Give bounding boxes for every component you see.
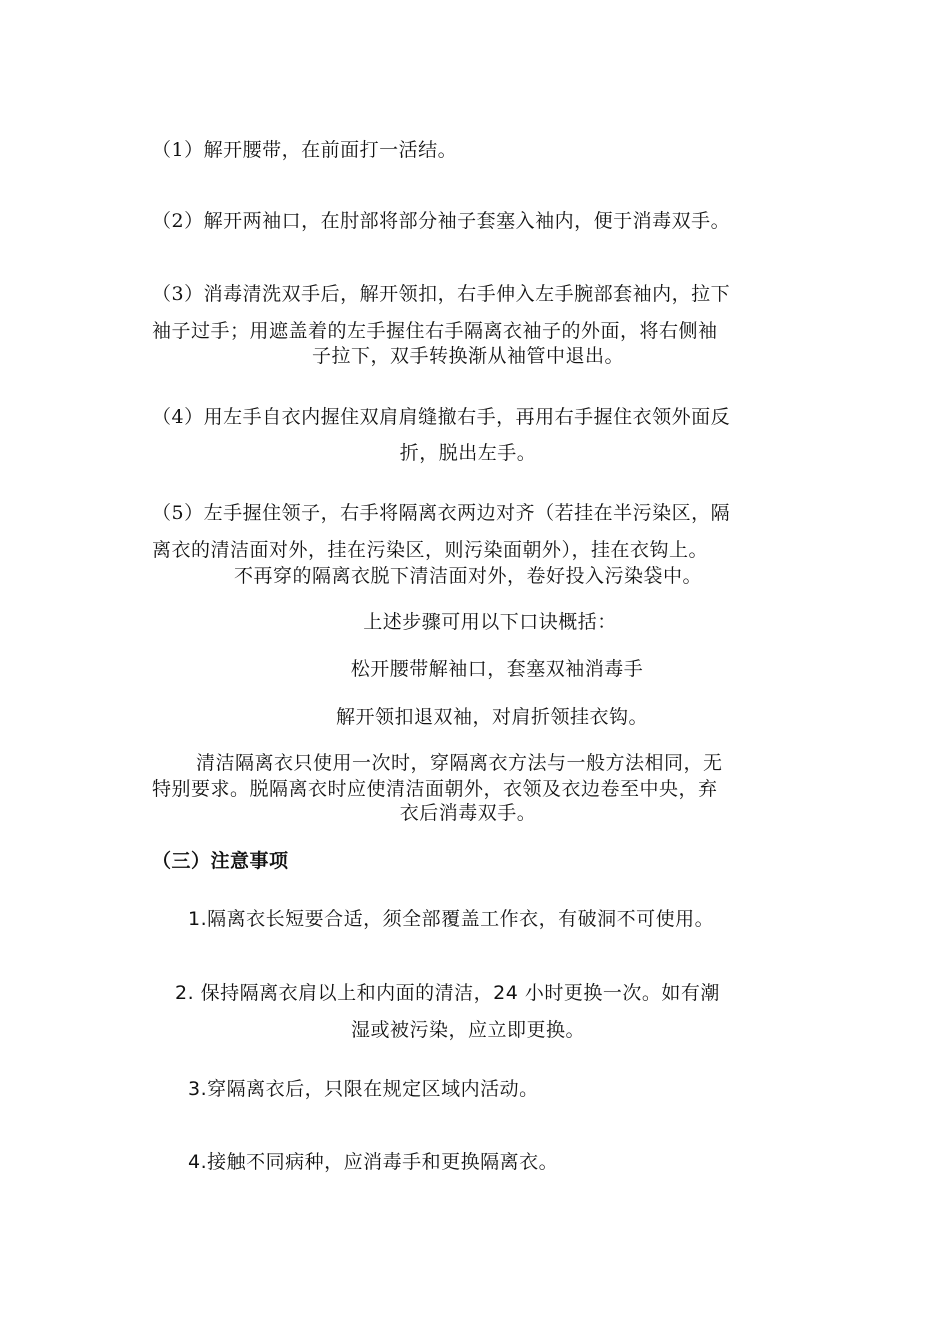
mnemonic-line-1: 松开腰带解袖口，套塞双袖消毒手 <box>350 658 644 680</box>
section-heading: （三）注意事项 <box>152 850 289 872</box>
note-4: 4.接触不同病种，应消毒手和更换隔离衣。 <box>188 1151 559 1173</box>
note-1: 1.隔离衣长短要合适，须全部覆盖工作衣，有破洞不可使用。 <box>188 908 715 930</box>
step-4-line-2: 折，脱出左手。 <box>399 442 537 464</box>
step-5-line-1: （5）左手握住领子，右手将隔离衣两边对齐（若挂在半污染区，隔 <box>152 502 731 524</box>
note-2-line-2: 湿或被污染，应立即更换。 <box>350 1019 586 1041</box>
step-5-line-2: 离衣的清洁面对外，挂在污染区，则污染面朝外），挂在衣钩上。 <box>152 539 709 561</box>
step-1: （1）解开腰带，在前面打一活结。 <box>152 139 458 161</box>
mnemonic-line-2: 解开领扣退双袖，对肩折领挂衣钩。 <box>335 706 649 728</box>
mnemonic-intro: 上述步骤可用以下口诀概括： <box>363 611 617 633</box>
note-3: 3.穿隔离衣后，只限在规定区域内活动。 <box>188 1078 539 1100</box>
note-2-line-1: 2. 保持隔离衣肩以上和内面的清洁，24 小时更换一次。如有潮 <box>175 982 720 1004</box>
step-4-line-1: （4）用左手自衣内握住双肩肩缝撤右手，再用右手握住衣领外面反 <box>152 406 731 428</box>
step-3-line-2: 袖子过手；用遮盖着的左手握住右手隔离衣袖子的外面，将右侧袖 <box>152 320 718 342</box>
step-3-line-1: （3）消毒清洗双手后，解开领扣，右手伸入左手腕部套袖内，拉下 <box>152 283 731 305</box>
clean-gown-line-1: 清洁隔离衣只使用一次时，穿隔离衣方法与一般方法相同，无 <box>196 752 723 774</box>
step-5-line-3: 不再穿的隔离衣脱下清洁面对外，卷好投入污染袋中。 <box>233 565 703 587</box>
clean-gown-line-2: 特别要求。脱隔离衣时应使清洁面朝外，衣领及衣边卷至中央，弃 <box>152 778 718 800</box>
step-3-line-3: 子拉下，双手转换渐从袖管中退出。 <box>311 345 625 367</box>
step-2: （2）解开两袖口，在肘部将部分袖子套塞入袖内，便于消毒双手。 <box>152 210 731 232</box>
clean-gown-line-3: 衣后消毒双手。 <box>399 802 537 824</box>
